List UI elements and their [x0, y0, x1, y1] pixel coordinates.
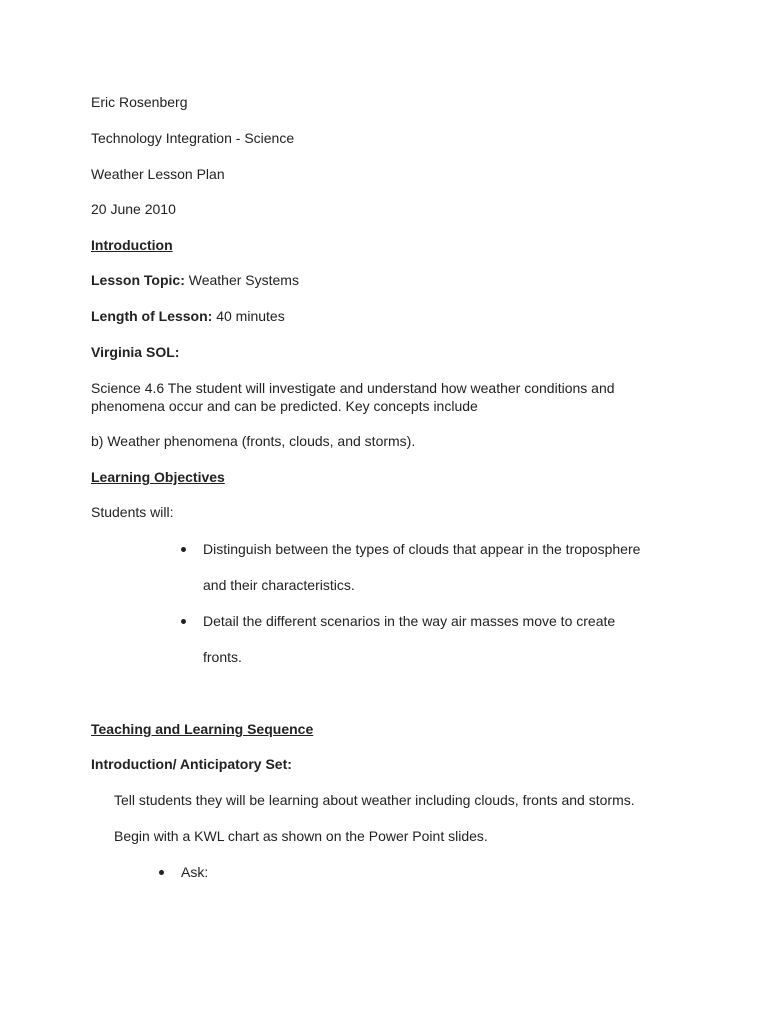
document-title: Weather Lesson Plan — [91, 166, 225, 182]
sequence-line-2: Begin with a KWL chart as shown on the Power Point slides. — [114, 828, 488, 844]
bullet-icon — [181, 619, 186, 624]
objective-item-2-line1: Detail the different scenarios in the way air masses move to create — [203, 613, 616, 629]
virginia-sol-label: Virginia SOL: — [91, 344, 180, 360]
sol-description: Science 4.6 The student will investigate and understand how weather conditions and phenomena occur and can be predicted. Key concepts include — [91, 380, 615, 414]
objectives-intro: Students will: — [91, 504, 174, 520]
lesson-length — [91, 308, 285, 325]
objective-item-2-line2: fronts. — [203, 649, 242, 665]
sequence-bullet-ask: Ask: — [181, 864, 209, 880]
document-date: 20 June 2010 — [91, 201, 176, 217]
lesson-topic-label: Lesson Topic: — [91, 272, 185, 288]
objective-item-1-line2: and their characteristics. — [203, 577, 355, 593]
introduction-heading: Introduction — [91, 237, 173, 253]
course-name: Technology Integration - Science — [91, 130, 295, 146]
bullet-icon — [159, 870, 164, 875]
lesson-length-label: Length of Lesson: — [91, 308, 213, 324]
bullet-icon — [181, 547, 186, 552]
author-name: Eric Rosenberg — [91, 94, 188, 110]
anticipatory-set-heading: Introduction/ Anticipatory Set: — [91, 756, 292, 772]
sequence-heading: Teaching and Learning Sequence — [91, 721, 314, 737]
objective-item-1-line1: Distinguish between the types of clouds that appear in the troposphere — [203, 541, 641, 557]
sol-item: b) Weather phenomena (fronts, clouds, and storms). — [91, 433, 416, 449]
sequence-line-1: Tell students they will be learning about weather including clouds, fronts and storms. — [114, 792, 635, 808]
lesson-topic-value: Weather Systems — [184, 272, 299, 288]
lesson-topic — [91, 272, 299, 289]
lesson-length-value: 40 minutes — [212, 308, 285, 324]
objectives-heading: Learning Objectives — [91, 469, 225, 485]
